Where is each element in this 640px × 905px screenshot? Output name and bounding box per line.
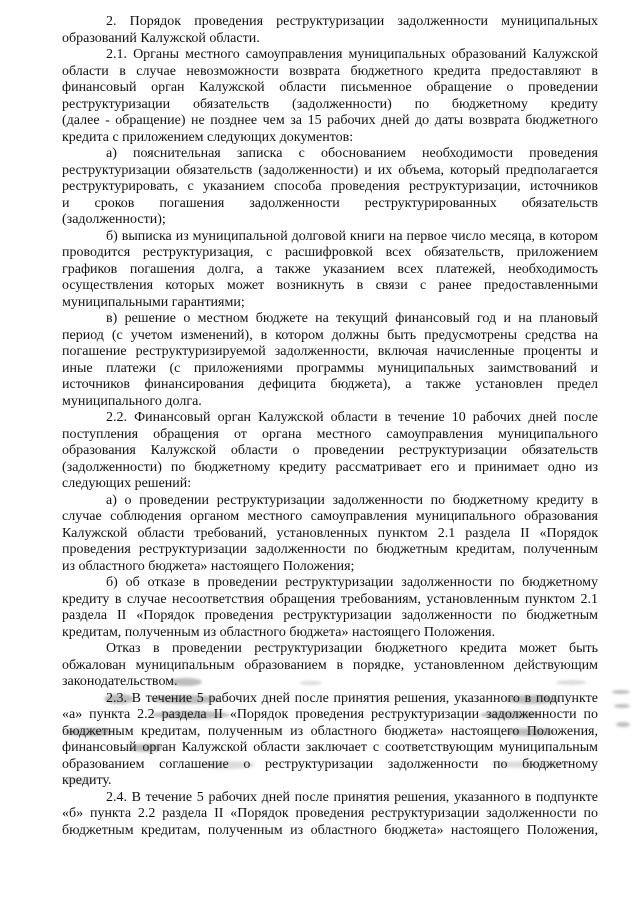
text-line: образований Калужской области.: [62, 30, 260, 46]
text-line: реструктуризации обязательств (задолженности) по бюджетному кредиту: [62, 96, 598, 112]
clause-2-2-a: [62, 493, 598, 576]
text-line: проводится реструктуризация, с расшифровкой всех обязательств, приложением: [62, 245, 598, 260]
text-line: обжалован муниципальным образованием в порядке, установленном действующим: [62, 657, 598, 673]
scan-smudge: [480, 711, 540, 719]
text-line: период (с учетом изменений), в котором должны быть предусмотрены средства на: [62, 327, 598, 343]
text-line: области в случае невозможности возврата бюджетного кредита предоставляют в: [62, 63, 598, 79]
clause-2-1-v: [62, 311, 598, 410]
text-line: случае соблюдения органом местного самоуправления муниципального образования: [62, 509, 598, 524]
text-line: муниципального долга.: [62, 393, 202, 409]
text-line: 2.3. В течение 5 рабочих дней после принятия решения, указанного в подпункте: [106, 690, 598, 706]
scan-smudge: [200, 761, 255, 769]
scan-smudge: [170, 678, 202, 686]
text-line: Калужской области требований, установленных пунктом 2.1 раздела II «Порядок: [62, 525, 598, 541]
scan-smudge: [490, 761, 570, 768]
text-line: поступления обращения от органа местного самоуправления муниципального: [62, 426, 598, 442]
clause-2-1-b: [62, 229, 598, 312]
text-line: раздела II «Порядок проведения реструктуризации задолженности по бюджетным: [62, 608, 598, 623]
text-line: образованием соглашение о реструктуризации задолженности по бюджетному: [62, 756, 598, 772]
text-line: графиков погашения долга, а также указанием всех платежей, необходимость: [62, 261, 598, 277]
text-line: (задолженности) по бюджетному кредиту рассматривает его и принимает одно из: [62, 459, 598, 475]
clause-2-1: [62, 47, 598, 146]
text-line: кредитам, полученным из областного бюджета» настоящего Положения.: [62, 624, 496, 640]
scan-smudge: [64, 777, 94, 784]
text-line: бюджетным кредитам, полученным из областного бюджета» настоящего Положения,: [62, 822, 598, 838]
text-line: финансовый орган Калужской области письменное обращение о проведении: [62, 80, 598, 95]
clause-2-1-a: [62, 146, 598, 229]
scan-smudge: [616, 722, 630, 727]
text-line: осуществления которых может возникнуть в связи с ранее предоставленными: [62, 278, 598, 293]
text-line: «а» пункта 2.2 раздела II «Порядок проведения реструктуризации задолженности по: [62, 707, 598, 722]
text-line: и сроков погашения задолженности реструктурированных обязательств: [62, 195, 598, 211]
text-line: следующих решений:: [62, 476, 192, 491]
scan-smudge: [150, 711, 230, 719]
scan-smudge: [556, 680, 586, 685]
scan-smudge: [614, 704, 630, 708]
text-line: а) о проведении реструктуризации задолженности по бюджетному кредиту в: [106, 492, 598, 508]
text-line: (далее - обращение) не позднее чем за 15 рабочих дней до даты возврата бюджетного: [62, 113, 598, 128]
scan-smudge: [150, 695, 220, 704]
text-line: 2.1. Органы местного самоуправления муниципальных образований Калужской: [106, 47, 598, 62]
text-line: бюджетным кредитам, полученным из областного бюджета» настоящего Положения,: [62, 723, 598, 739]
clause-2-2-b: [62, 575, 598, 641]
text-line: муниципальными гарантиями;: [62, 294, 245, 310]
text-line: 2. Порядок проведения реструктуризации задолженности муниципальных: [106, 14, 598, 29]
text-line: Отказ в проведении реструктуризации бюджетного кредита может быть: [106, 641, 598, 656]
text-line: 2.4. В течение 5 рабочих дней после принятия решения, указанного в подпункте: [106, 789, 598, 805]
text-line: (задолженности);: [62, 212, 166, 227]
scan-smudge: [505, 728, 555, 736]
clause-2-4: [62, 790, 598, 840]
text-line: иные платежи (с приложениями программы муниципальных заимствований и: [62, 360, 598, 376]
scan-smudge: [300, 681, 322, 685]
appeal-note: [62, 641, 598, 691]
text-line: «б» пункта 2.2 раздела II «Порядок проведения реструктуризации задолженности по: [62, 806, 598, 821]
text-line: кредиту.: [62, 773, 112, 788]
clause-2-3: [62, 691, 598, 790]
text-line: в) решение о местном бюджете на текущий финансовый год и на плановый: [106, 311, 598, 326]
scan-smudge: [612, 690, 630, 694]
text-line: 2.2. Финансовый орган Калужской области в течение 10 рабочих дней после: [106, 410, 598, 425]
text-line: образования Калужской области о проведении реструктуризации обязательств: [62, 443, 598, 458]
text-line: б) об отказе в проведении реструктуризации задолженности по бюджетному: [106, 575, 598, 590]
text-line: финансовый орган Калужской области заключает с соответствующим муниципальным: [62, 740, 598, 755]
scan-smudge: [505, 695, 560, 704]
clause-2-2: [62, 410, 598, 493]
text-line: кредиту в случае несоответствия обращения требованиям, установленным пунктом 2.1: [62, 591, 598, 607]
text-line: а) пояснительная записка с обоснованием необходимости проведения: [106, 146, 598, 161]
text-line: б) выписка из муниципальной долговой книги на первое число месяца, в котором: [106, 228, 598, 244]
scan-smudge: [64, 728, 114, 736]
scan-smudge: [128, 744, 163, 752]
section-2-heading: [62, 14, 598, 47]
text-line: реструктуризации обязательств (задолженности) и их объема, который предполагается: [62, 162, 598, 178]
text-line: реструктурировать, с указанием способа проведения реструктуризации, источников: [62, 179, 598, 194]
scan-smudge: [104, 694, 134, 704]
text-line: источников финансирования дефицита бюджета), а также установлен предел: [62, 377, 598, 392]
text-line: погашение реструктуризируемой задолженности, включая начисленные проценты и: [62, 344, 598, 359]
text-line: кредита с приложением следующих документов:: [62, 129, 354, 145]
text-line: проведения реструктуризации задолженности по бюджетным кредитам, полученным: [62, 542, 598, 557]
text-line: законодательством.: [62, 674, 178, 689]
text-line: из областного бюджета» настоящего Положения;: [62, 558, 355, 574]
